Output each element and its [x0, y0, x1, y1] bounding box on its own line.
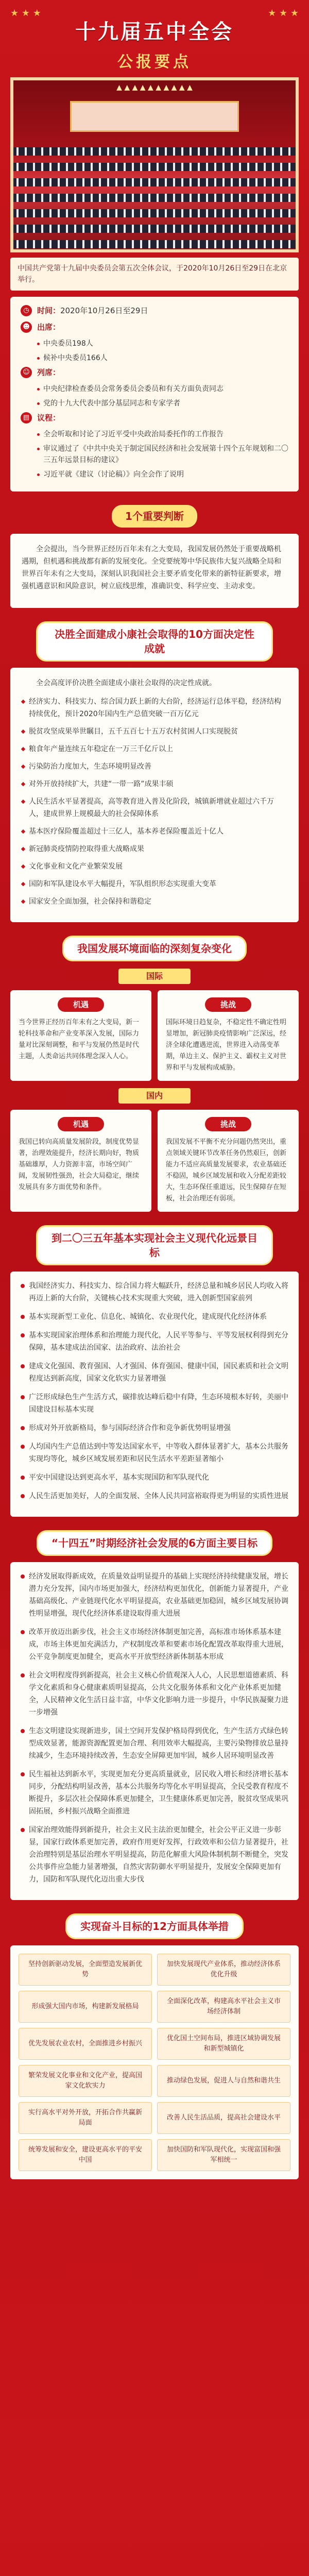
section-title: 我国发展环境面临的深刻复杂变化 [62, 936, 247, 961]
list-item: 建成文化强国、教育强国、人才强国、体育强国、健康中国，国民素质和社会文明程度达到新高度，国家文化软实力显著增强 [21, 1360, 288, 1385]
flag-decoration-icon: ▲ ▲ ▲ ▲ ▲ ▲ ▲ ▲ ▲ ▲ [116, 83, 193, 92]
audience-row [13, 240, 296, 248]
measure-item: 全面深化改革，构建高水平社会主义市场经济体制 [157, 1991, 290, 2023]
time-value: 2020年10月26日至29日 [60, 306, 148, 315]
measure-item: 坚持创新驱动发展，全面塑造发展新优势 [19, 1954, 152, 1986]
list-attendees [37, 383, 288, 409]
opportunity-text: 我国已转向高质量发展阶段，制度优势显著，治理效能提升，经济长期向好，物质基础雄厚，人力资源丰富，市场空间广阔，发展韧性强劲，社会大局稳定，继续发展具有多方面优势和条件。 [19, 1138, 140, 1191]
section-title: 1个重要判断 [112, 505, 197, 528]
page-subtitle: 公报要点 [117, 53, 192, 71]
challenge-box [158, 990, 299, 1081]
judgement-text: 全会提出，当今世界正经历百年未有之大变局，我国发展仍然处于重要战略机遇期，但机遇和挑战都有新的发展变化。全党要统筹中华民族伟大复兴战略全局和世界百年未有之大变局，深刻认识我国社会主要矛盾变化带来的新特征新要求，增强机遇意识和风险意识，树立底线思维，准确识变、科学应变、主动求变。 [22, 545, 281, 590]
audience-row [13, 225, 296, 233]
measure-item: 形成强大国内市场，构建新发展格局 [19, 1991, 152, 2023]
list-item: 对外开放持续扩大，共建“一带一路”成果丰硕 [22, 778, 287, 790]
list-row [21, 367, 288, 378]
achievements-list [22, 696, 287, 908]
list-item: 广泛形成绿色生产生活方式，碳排放达峰后稳中有降，生态环境根本好转，美丽中国建设目标基本实现 [21, 1391, 288, 1416]
document-icon: ▤ [21, 412, 32, 423]
list-item: 国防和军队建设水平大幅提升，军队组织形态实现重大变革 [22, 878, 287, 890]
star-decoration-icon: ★ ★ ★ [268, 8, 299, 19]
list-item: 改革开放迈出新步伐，社会主义市场经济体制更加完善，高标准市场体系基本建成，市场主体更加充满活力，产权制度改革和要素市场化配置改革取得重大进展，公平竞争制度更加健全，更高水平开放型经济新体制基本形成 [21, 1626, 288, 1663]
measure-item: 加快发展现代产业体系，推动经济体系优化升级 [157, 1954, 290, 1986]
challenge-box [158, 1110, 299, 1212]
domestic-tag: 国内 [118, 1088, 191, 1104]
time-label: 时间： [37, 306, 61, 315]
list-item: 基本实现国家治理体系和治理能力现代化，人民平等参与、平等发展权利得到充分保障，基本建成法治国家、法治政府、法治社会 [21, 1329, 288, 1354]
page-title: 十九届五中全会 [75, 20, 234, 44]
list-item: 新冠肺炎疫情防控取得重大战略成果 [22, 843, 287, 855]
meeting-photo [10, 77, 299, 252]
list-item: 经济实力、科技实力、综合国力跃上新的大台阶，经济运行总体平稳，经济结构持续优化，预计2020年国内生产总值突破一百万亿元 [22, 696, 287, 720]
measure-item: 实行高水平对外开放，开拓合作共赢新局面 [19, 2102, 152, 2134]
stage-image [70, 101, 239, 132]
domestic-pair [10, 1110, 299, 1212]
list-item: 污染防治力度加大，生态环境明显改善 [22, 760, 287, 773]
list-item: 人民生活更加美好，人的全面发展、全体人民共同富裕取得更为明显的实质性进展 [21, 1490, 288, 1502]
audience-row [13, 163, 296, 171]
people-icon: ☺ [21, 367, 32, 378]
list-item: 基本医疗保险覆盖超过十三亿人，基本养老保险覆盖近十亿人 [22, 825, 287, 838]
list-item: 人均国内生产总值达到中等发达国家水平，中等收入群体显著扩大，基本公共服务实现均等化，城乡区域发展差距和居民生活水平差距显著缩小 [21, 1440, 288, 1465]
challenge-heading: 挑战 [205, 1117, 251, 1131]
attend-label: 出席： [37, 323, 61, 332]
list-item: 中央纪律检查委员会常务委员会委员和有关方面负责同志 [37, 383, 288, 395]
audience-row [13, 147, 296, 156]
list-item: 审议通过了《中共中央关于制定国民经济和社会发展第十四个五年规划和二〇三五年远景目标的建议》 [37, 443, 288, 466]
people-icon: ☻ [21, 321, 32, 333]
list-item: 脱贫攻坚成果举世瞩目，五千五百七十五万农村贫困人口实现脱贫 [22, 725, 287, 738]
measure-item: 推动绿色发展，促进人与自然和谐共生 [157, 2065, 290, 2097]
list-item: 中央委员198人 [37, 338, 288, 349]
opportunity-text: 当今世界正经历百年未有之大变局，新一轮科技革命和产业变革深入发展，国际力量对比深刻调整，和平与发展仍然是时代主题，人类命运共同体理念深入人心。 [19, 1019, 140, 1060]
list-item: 我国经济实力、科技实力、综合国力将大幅跃升，经济总量和城乡居民人均收入将再迈上新的大台阶，关键核心技术实现重大突破，进入创新型国家前列 [21, 1280, 288, 1304]
measure-item: 统筹发展和安全，建设更高水平的平安中国 [19, 2139, 152, 2171]
list-item: 形成对外开放新格局，参与国际经济合作和竞争新优势明显增强 [21, 1422, 288, 1434]
challenge-heading: 挑战 [205, 997, 251, 1012]
star-decoration-icon: ★ ★ ★ [10, 8, 41, 19]
list-item: 民生福祉达到新水平，实现更加充分更高质量就业，居民收入增长和经济增长基本同步，分配结构明显改善，基本公共服务均等化水平明显提高，全民受教育程度不断提升，多层次社会保障体系更加健全，卫生健康体系更加完善，脱贫攻坚成果巩固拓展，乡村振兴战略全面推进 [21, 1768, 288, 1818]
audience-row [13, 178, 296, 187]
list-item: 经济发展取得新成效，在质量效益明显提升的基础上实现经济持续健康发展，增长潜力充分发挥，国内市场更加强大，经济结构更加优化，创新能力显著提升，产业基础高级化、产业链现代化水平明显提高，农业基础更加稳固，城乡区域发展协调性明显增强，现代化经济体系建设取得重大进展 [21, 1570, 288, 1620]
achievements-card [10, 668, 299, 922]
opportunity-box [10, 1110, 151, 1212]
section-title: 到二〇三五年基本实现社会主义现代化远景目标 [36, 1225, 273, 1265]
list-item: 党的十九大代表中部分基层同志和专家学者 [37, 398, 288, 409]
list-item: 粮食年产量连续五年稳定在一万三千亿斤以上 [22, 743, 287, 755]
list-item: 生态文明建设实现新进步，国土空间开发保护格局得到优化，生产生活方式绿色转型成效显著，能源资源配置更加合理、利用效率大幅提高，主要污染物排放总量持续减少，生态环境持续改善，生态安全屏障更加牢固，城乡人居环境明显改善 [21, 1725, 288, 1762]
measure-item: 优先发展农业农村，全面推进乡村振兴 [19, 2028, 152, 2060]
clock-icon: ◷ [21, 305, 32, 316]
photo-caption: 中国共产党第十九届中央委员会第五次全体会议，于2020年10月26日至29日在北京举行。 [10, 258, 299, 291]
list-item: 候补中央委员166人 [37, 352, 288, 364]
section-title: “十四五”时期经济社会发展的6方面主要目标 [37, 1530, 272, 1556]
list-item: 国家治理效能得到新提升，社会主义民主法治更加健全，社会公平正义进一步彰显，国家行政体系更加完善，政府作用更好发挥，行政效率和公信力显著提升，社会治理特别是基层治理水平明显提高，防范化解重大风险体制机制不断健全，突发公共事件应急能力显著增强，自然灾害防御水平明显提升，发展安全保障更加有力，国防和军队现代化迈出重大步伐 [21, 1824, 288, 1886]
list-item: 人民生活水平显著提高，高等教育进入普及化阶段，城镇新增就业超过六千万人，建成世界上规模最大的社会保障体系 [22, 795, 287, 820]
section-title: 决胜全面建成小康社会取得的10方面决定性成就 [36, 621, 273, 662]
measure-item: 加快国防和军队现代化，实现富国和强军相统一 [157, 2139, 290, 2171]
agenda-row [21, 412, 288, 423]
time-row [21, 305, 288, 316]
list-item: 习近平就《建议（讨论稿）》向全会作了说明 [37, 469, 288, 480]
opportunity-heading: 机遇 [58, 997, 104, 1012]
list-item: 文化事业和文化产业繁荣发展 [22, 860, 287, 873]
attend-row [21, 321, 288, 333]
achievements-intro: 全会高度评价决胜全面建成小康社会取得的决定性成就。 [36, 679, 216, 687]
judgement-card [10, 534, 299, 608]
audience-row [13, 209, 296, 217]
list-item: 全会听取和讨论了习近平受中央政治局委托作的工作报告 [37, 429, 288, 440]
five-year-goals-card [10, 1562, 299, 1900]
attend-list [37, 338, 288, 364]
challenge-text: 我国发展不平衡不充分问题仍然突出，重点领域关键环节改革任务仍然艰巨，创新能力不适应高质量发展要求，农业基础还不稳固，城乡区域发展和收入分配差距较大，生态环保任重道远，民生保障存在短板，社会治理还有弱项。 [166, 1138, 287, 1202]
list-item: 社会文明程度得到新提高，社会主义核心价值观深入人心，人民思想道德素质、科学文化素质和身心健康素质明显提高，公共文化服务体系和文化产业体系更加健全，人民精神文化生活日益丰富，中华文化影响力进一步提升，中华民族凝聚力进一步增强 [21, 1669, 288, 1719]
audience-row [13, 194, 296, 202]
opportunity-heading: 机遇 [58, 1117, 104, 1131]
list-item: 基本实现新型工业化、信息化、城镇化、农业现代化，建成现代化经济体系 [21, 1311, 288, 1323]
section-title: 实现奋斗目标的12方面具体举措 [65, 1913, 244, 1939]
measures-grid [10, 1945, 299, 2179]
international-tag: 国际 [118, 969, 191, 984]
list-item: 平安中国建设达到更高水平，基本实现国防和军队现代化 [21, 1471, 288, 1484]
list-item: 国家安全全面加强，社会保持和谐稳定 [22, 895, 287, 908]
header [0, 0, 309, 77]
measure-item: 繁荣发展文化事业和文化产业，提高国家文化软实力 [19, 2065, 152, 2097]
opportunity-box [10, 990, 151, 1081]
challenge-text: 国际环境日趋复杂，不稳定性不确定性明显增加，新冠肺炎疫情影响广泛深远，经济全球化遭遇逆流，世界进入动荡变革期，单边主义、保护主义、霸权主义对世界和平与发展构成威胁。 [166, 1019, 287, 1072]
international-pair [10, 990, 299, 1081]
vision-2035-card [10, 1272, 299, 1517]
agenda-label: 议程： [37, 413, 61, 422]
agenda-list [37, 429, 288, 480]
meeting-info [10, 297, 299, 492]
measure-item: 优化国土空间布局，推进区域协调发展和新型城镇化 [157, 2028, 290, 2060]
list-label: 列席： [37, 368, 61, 377]
measure-item: 改善人民生活品质，提高社会建设水平 [157, 2102, 290, 2134]
